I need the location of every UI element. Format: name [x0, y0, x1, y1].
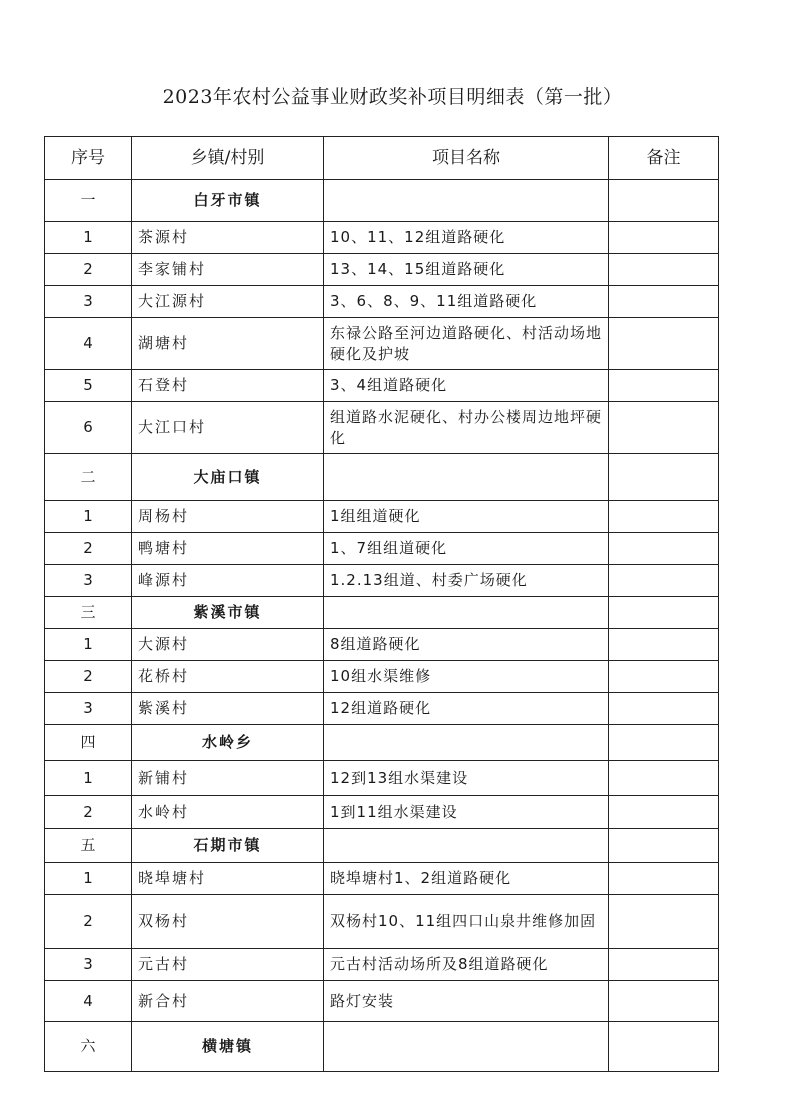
table-row [45, 402, 719, 454]
seq-cell: 1 [45, 761, 132, 796]
project-name-cell: 8组道路硬化 [324, 629, 609, 661]
note-cell [609, 796, 719, 829]
town-row [45, 597, 719, 629]
village-name-cell: 花桥村 [132, 661, 324, 693]
seq-cell: 3 [45, 286, 132, 318]
town-row [45, 829, 719, 863]
note-cell [609, 370, 719, 402]
table-row [45, 318, 719, 370]
town-row [45, 454, 719, 501]
project-name-cell [324, 454, 609, 501]
seq-cell: 1 [45, 501, 132, 533]
project-name-cell: 10、11、12组道路硬化 [324, 222, 609, 254]
table-row [45, 629, 719, 661]
note-cell [609, 565, 719, 597]
project-name-cell [324, 180, 609, 222]
seq-cell: 6 [45, 402, 132, 454]
header-note: 备注 [609, 137, 719, 180]
note-cell [609, 981, 719, 1022]
town-row [45, 1022, 719, 1072]
project-name-cell [324, 725, 609, 761]
village-name-cell: 大源村 [132, 629, 324, 661]
note-cell [609, 761, 719, 796]
project-name-cell: 东禄公路至河边道路硬化、村活动场地硬化及护坡 [324, 318, 609, 370]
table-row [45, 501, 719, 533]
seq-cell: 1 [45, 222, 132, 254]
table-body [45, 180, 719, 1072]
note-cell [609, 863, 719, 895]
table-row [45, 981, 719, 1022]
village-name-cell: 石登村 [132, 370, 324, 402]
town-name-cell: 石期市镇 [132, 829, 324, 863]
project-table [44, 136, 719, 1072]
table-row [45, 661, 719, 693]
note-cell [609, 454, 719, 501]
table-row [45, 254, 719, 286]
seq-cell: 3 [45, 565, 132, 597]
note-cell [609, 254, 719, 286]
table-row [45, 286, 719, 318]
seq-cell: 5 [45, 370, 132, 402]
note-cell [609, 661, 719, 693]
table-row [45, 370, 719, 402]
table-row [45, 565, 719, 597]
table-row [45, 533, 719, 565]
seq-cell: 2 [45, 254, 132, 286]
note-cell [609, 693, 719, 725]
village-name-cell: 晓埠塘村 [132, 863, 324, 895]
town-name-cell: 大庙口镇 [132, 454, 324, 501]
note-cell [609, 286, 719, 318]
village-name-cell: 茶源村 [132, 222, 324, 254]
seq-cell: 2 [45, 895, 132, 949]
table-row [45, 895, 719, 949]
table-row [45, 863, 719, 895]
village-name-cell: 鸭塘村 [132, 533, 324, 565]
town-row [45, 180, 719, 222]
project-name-cell: 双杨村10、11组四口山泉井维修加固 [324, 895, 609, 949]
village-name-cell: 水岭村 [132, 796, 324, 829]
town-name-cell: 横塘镇 [132, 1022, 324, 1072]
project-name-cell: 12到13组水渠建设 [324, 761, 609, 796]
table-row [45, 796, 719, 829]
table-header-row [45, 137, 719, 180]
seq-cell: 二 [45, 454, 132, 501]
note-cell [609, 402, 719, 454]
seq-cell: 2 [45, 661, 132, 693]
project-name-cell: 1组组道硬化 [324, 501, 609, 533]
note-cell [609, 180, 719, 222]
table-row [45, 693, 719, 725]
town-row [45, 725, 719, 761]
note-cell [609, 1022, 719, 1072]
town-name-cell: 水岭乡 [132, 725, 324, 761]
note-cell [609, 597, 719, 629]
seq-cell: 2 [45, 796, 132, 829]
table-row [45, 761, 719, 796]
village-name-cell: 新铺村 [132, 761, 324, 796]
town-name-cell: 白牙市镇 [132, 180, 324, 222]
seq-cell: 1 [45, 863, 132, 895]
note-cell [609, 725, 719, 761]
project-name-cell: 3、6、8、9、11组道路硬化 [324, 286, 609, 318]
village-name-cell: 峰源村 [132, 565, 324, 597]
town-name-cell: 紫溪市镇 [132, 597, 324, 629]
header-seq: 序号 [45, 137, 132, 180]
header-village: 乡镇/村别 [132, 137, 324, 180]
note-cell [609, 829, 719, 863]
project-name-cell: 组道路水泥硬化、村办公楼周边地坪硬化 [324, 402, 609, 454]
village-name-cell: 李家铺村 [132, 254, 324, 286]
page-title: 2023年农村公益事业财政奖补项目明细表（第一批） [162, 86, 623, 108]
seq-cell: 4 [45, 318, 132, 370]
project-name-cell: 路灯安装 [324, 981, 609, 1022]
note-cell [609, 895, 719, 949]
project-name-cell [324, 1022, 609, 1072]
seq-cell: 3 [45, 693, 132, 725]
note-cell [609, 501, 719, 533]
village-name-cell: 大江口村 [132, 402, 324, 454]
seq-cell: 六 [45, 1022, 132, 1072]
seq-cell: 2 [45, 533, 132, 565]
village-name-cell: 周杨村 [132, 501, 324, 533]
project-name-cell: 1.2.13组道、村委广场硬化 [324, 565, 609, 597]
project-name-cell: 10组水渠维修 [324, 661, 609, 693]
table-row [45, 949, 719, 981]
village-name-cell: 双杨村 [132, 895, 324, 949]
seq-cell: 4 [45, 981, 132, 1022]
project-name-cell: 3、4组道路硬化 [324, 370, 609, 402]
note-cell [609, 533, 719, 565]
note-cell [609, 629, 719, 661]
table-row [45, 222, 719, 254]
village-name-cell: 元古村 [132, 949, 324, 981]
village-name-cell: 新合村 [132, 981, 324, 1022]
header-project: 项目名称 [324, 137, 609, 180]
project-name-cell [324, 829, 609, 863]
project-name-cell: 1、7组组道硬化 [324, 533, 609, 565]
village-name-cell: 湖塘村 [132, 318, 324, 370]
seq-cell: 3 [45, 949, 132, 981]
village-name-cell: 大江源村 [132, 286, 324, 318]
project-name-cell: 1到11组水渠建设 [324, 796, 609, 829]
seq-cell: 五 [45, 829, 132, 863]
project-name-cell [324, 597, 609, 629]
seq-cell: 四 [45, 725, 132, 761]
project-name-cell: 晓埠塘村1、2组道路硬化 [324, 863, 609, 895]
project-name-cell: 元古村活动场所及8组道路硬化 [324, 949, 609, 981]
note-cell [609, 222, 719, 254]
seq-cell: 三 [45, 597, 132, 629]
project-name-cell: 12组道路硬化 [324, 693, 609, 725]
seq-cell: 1 [45, 629, 132, 661]
seq-cell: 一 [45, 180, 132, 222]
project-name-cell: 13、14、15组道路硬化 [324, 254, 609, 286]
note-cell [609, 949, 719, 981]
note-cell [609, 318, 719, 370]
village-name-cell: 紫溪村 [132, 693, 324, 725]
